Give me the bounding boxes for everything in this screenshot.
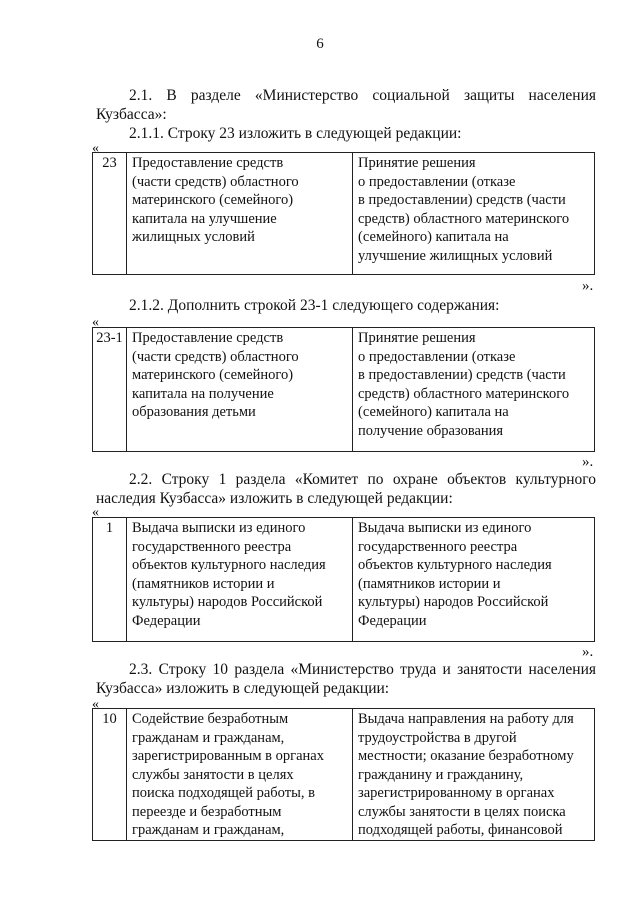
cell-text-line: Содействие безработным <box>132 711 289 727</box>
action-cell <box>353 153 595 275</box>
close-quote: ». <box>582 644 594 660</box>
table-row-23 <box>92 152 595 275</box>
table-row-23-1 <box>92 327 595 452</box>
row-number: 23-1 <box>93 328 127 452</box>
cell-text-line: службы занятости в целях поиска <box>358 803 566 820</box>
cell-text-line: гражданам и гражданам, <box>132 729 285 746</box>
open-quote: « <box>92 505 99 520</box>
service-name-cell <box>127 328 353 452</box>
table-row-10 <box>92 708 595 841</box>
cell-text-line: переезде и безработным <box>132 803 282 820</box>
cell-text-line: (части средств) областного <box>132 173 299 190</box>
cell-text-line: капитала на получение <box>132 385 274 402</box>
cell-text-line: Федерации <box>132 612 201 629</box>
cell-text-line: гражданину и гражданину, <box>358 766 524 783</box>
cell-text-line: местности; оказание безработному <box>358 748 574 764</box>
heading-line: 2.1. В разделе «Министерство социальной защиты населения <box>129 87 596 104</box>
cell-text-line: Предоставление средств <box>132 330 284 346</box>
service-name-cell <box>127 518 353 642</box>
cell-text-line: Выдача выписки из единого <box>358 520 532 536</box>
row-number: 23 <box>93 153 127 275</box>
page-number: 6 <box>316 36 324 52</box>
cell-text-line: (семейного) капитала на <box>358 404 509 420</box>
cell-text-line: в предоставлении) средств (части <box>358 192 566 208</box>
cell-text-line: культуры) народов Российской <box>358 594 549 610</box>
cell-text-line: жилищных условий <box>132 229 255 245</box>
cell-text-line: образования детьми <box>132 404 256 420</box>
open-quote: « <box>92 315 99 330</box>
cell-text-line: Принятие решения <box>358 330 476 346</box>
row-number: 10 <box>93 709 127 841</box>
cell-text-line: о предоставлении (отказе <box>358 173 516 190</box>
cell-text-line: капитала на улучшение <box>132 210 277 227</box>
heading-line: Кузбасса» изложить в следующей редакции: <box>96 680 390 697</box>
cell-text-line: объектов культурного наследия <box>132 557 326 573</box>
cell-text-line: объектов культурного наследия <box>358 557 552 573</box>
section-2-2-heading <box>96 470 596 508</box>
heading-line: 2.3. Строку 10 раздела «Министерство труда и занятости населения <box>129 661 596 678</box>
cell-text-line: Выдача выписки из единого <box>132 520 306 536</box>
cell-text-line: культуры) народов Российской <box>132 594 323 610</box>
heading-line: наследия Кузбасса» изложить в следующей редакции: <box>96 490 453 507</box>
cell-text-line: Принятие решения <box>358 155 476 171</box>
table-row-1 <box>92 517 595 642</box>
open-quote: « <box>92 141 99 156</box>
close-quote: ». <box>582 454 594 470</box>
cell-text-line: материнского (семейного) <box>132 367 294 383</box>
cell-text-line: поиска подходящей работы, в <box>132 785 315 801</box>
action-cell <box>353 709 595 841</box>
cell-text-line: гражданам и гражданам, <box>132 822 285 838</box>
section-2-3-heading <box>96 660 596 698</box>
cell-text-line: зарегистрированным в органах <box>132 748 324 764</box>
cell-text-line: (памятников истории и <box>358 575 501 592</box>
subitem-2-1-2: 2.1.2. Дополнить строкой 23-1 следующего содержания: <box>129 297 500 314</box>
section-2-1-heading <box>96 86 596 124</box>
cell-text-line: в предоставлении) средств (части <box>358 367 566 383</box>
cell-text-line: улучшение жилищных условий <box>358 247 553 264</box>
cell-text-line: трудоустройства в другой <box>358 729 517 746</box>
cell-text-line: Федерации <box>358 612 427 629</box>
cell-text-line: службы занятости в целях <box>132 766 294 783</box>
open-quote: « <box>92 697 99 712</box>
service-name-cell <box>127 709 353 841</box>
row-number: 1 <box>93 518 127 642</box>
service-name-cell <box>127 153 353 275</box>
heading-line: Кузбасса»: <box>96 106 167 123</box>
cell-text-line: (семейного) капитала на <box>358 229 509 245</box>
cell-text-line: подходящей работы, финансовой <box>358 822 563 838</box>
cell-text-line: средств) областного материнского <box>358 385 570 402</box>
subitem-2-1-1: 2.1.1. Строку 23 изложить в следующей редакции: <box>129 125 462 142</box>
action-cell <box>353 328 595 452</box>
cell-text-line: материнского (семейного) <box>132 192 294 208</box>
cell-text-line: государственного реестра <box>358 538 518 555</box>
cell-text-line: Предоставление средств <box>132 155 284 171</box>
cell-text-line: средств) областного материнского <box>358 210 570 227</box>
action-cell <box>353 518 595 642</box>
close-quote: ». <box>582 278 594 294</box>
cell-text-line: (памятников истории и <box>132 575 275 592</box>
cell-text-line: Выдача направления на работу для <box>358 711 574 727</box>
heading-line: 2.2. Строку 1 раздела «Комитет по охране объектов культурного <box>129 471 596 488</box>
cell-text-line: зарегистрированному в органах <box>358 785 555 801</box>
cell-text-line: о предоставлении (отказе <box>358 348 516 365</box>
cell-text-line: (части средств) областного <box>132 348 299 365</box>
cell-text-line: получение образования <box>358 422 504 439</box>
cell-text-line: государственного реестра <box>132 538 292 555</box>
